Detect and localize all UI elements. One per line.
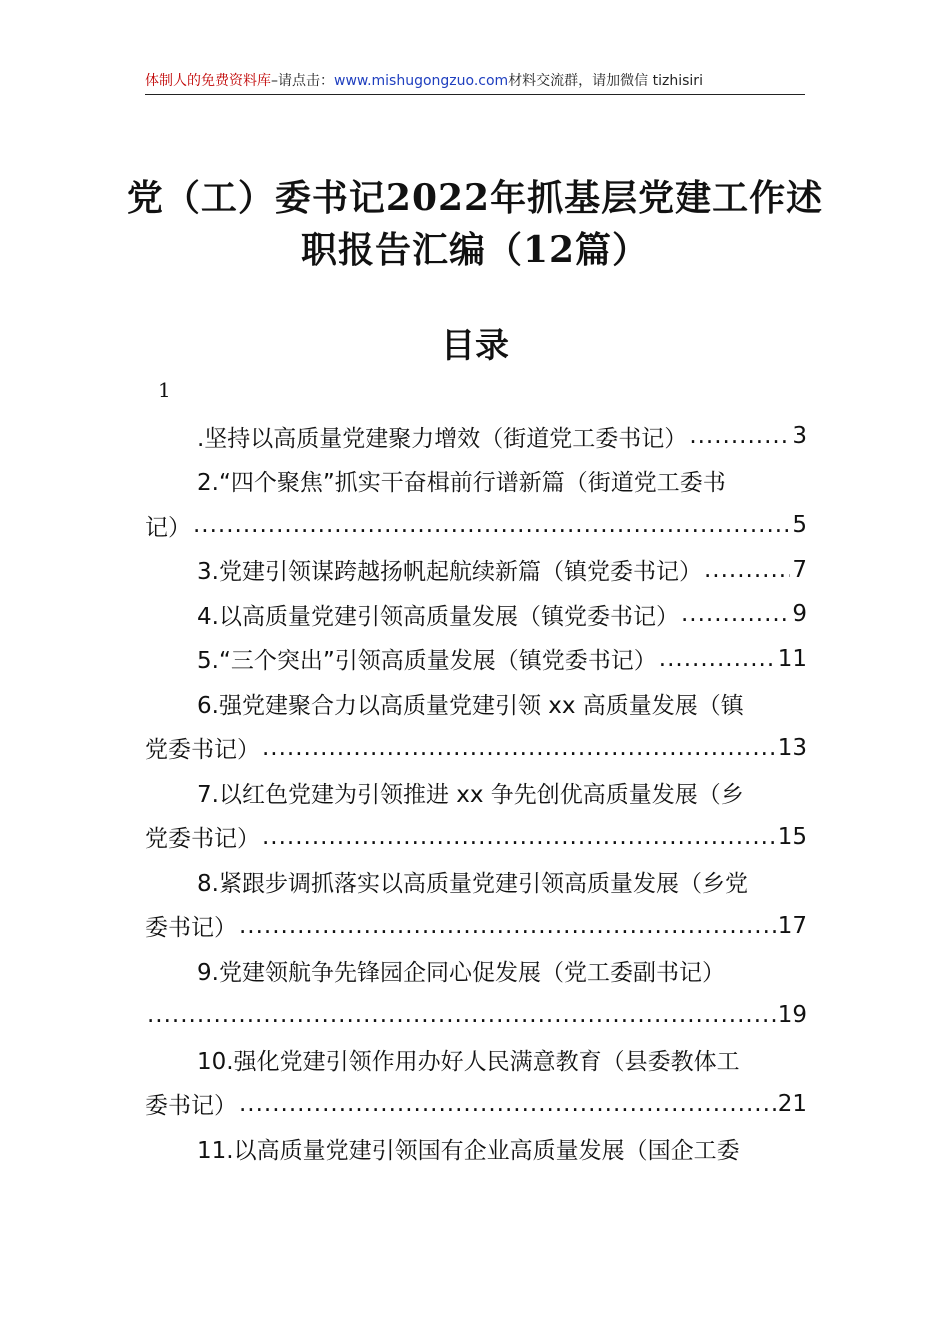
header-wechat-info: 材料交流群，请加微信 tizhisiri [508,73,703,89]
toc-entry-title: 7.以红色党建为引领推进 xx 争先创优高质量发展（乡 [197,781,744,808]
toc-entry-title: 11.以高质量党建引领国有企业高质量发展（国企工委 [197,1137,740,1164]
toc-entry-title: 3.党建引领谋跨越扬帆起航续新篇（镇党委书记） [197,559,702,586]
toc-leader-dots [704,557,790,583]
document-title-line-1: 党（工）委书记2022年抓基层党建工作述 [126,177,824,219]
toc-leader-dots [239,1091,776,1117]
header-library-name: 体制人的免费资料库 [145,73,271,89]
toc-entry[interactable] [145,592,807,637]
toc-entry[interactable] [145,548,807,593]
toc-entry-title: 10.强化党建引领作用办好人民满意教育（县委教体工 [197,1048,740,1075]
toc-entry[interactable] [145,1126,807,1171]
toc-entry-title-cont: 党委书记） [145,737,260,764]
toc-entry[interactable] [145,681,807,726]
toc-entry-continuation[interactable] [145,815,807,860]
toc-entry-continuation[interactable] [145,993,807,1038]
toc-first-number: 1 [158,378,171,402]
toc-leader-dots [262,824,776,850]
toc-page-number: 15 [777,823,807,850]
toc-page-number: 19 [777,1001,807,1028]
toc-entry-continuation[interactable] [145,1082,807,1127]
toc-leader-dots [239,913,776,939]
toc-entry-continuation[interactable] [145,503,807,548]
toc-page-number: 13 [777,734,807,761]
document-title-line-2: 职报告汇编（12篇） [300,229,650,271]
toc-entry[interactable] [145,770,807,815]
toc-entry-title: 8.紧跟步调抓落实以高质量党建引领高质量发展（乡党 [197,870,748,897]
toc-leader-dots [193,512,790,538]
header-link[interactable]: www.mishugongzuo.com [334,73,509,89]
toc-page-number: 11 [777,645,807,672]
page-header [145,68,805,95]
toc-page-number: 5 [792,512,807,539]
toc-leader-dots [262,735,776,761]
toc-page-number: 7 [792,556,807,583]
toc-entry-title: .坚持以高质量党建聚力增效（街道党工委书记） [197,425,688,452]
toc-leader-dots [147,1002,776,1028]
table-of-contents [145,414,807,1171]
toc-entry-title: 2.“四个聚焦”抓实干奋楫前行谱新篇（街道党工委书 [197,470,726,497]
toc-entry-title: 4.以高质量党建引领高质量发展（镇党委书记） [197,603,679,630]
toc-entry-title-cont: 党委书记） [145,826,260,853]
header-click-prompt: –请点击： [271,73,334,89]
toc-entry[interactable] [145,414,807,459]
toc-page-number: 21 [777,1090,807,1117]
toc-entry-title: 9.党建领航争先锋园企同心促发展（党工委副书记） [197,959,725,986]
toc-page-number: 9 [792,601,807,628]
toc-entry-continuation[interactable] [145,726,807,771]
toc-leader-dots [681,601,790,627]
toc-entry[interactable] [145,1037,807,1082]
toc-entry[interactable] [145,459,807,504]
toc-page-number: 3 [792,423,807,450]
toc-page-number: 17 [777,912,807,939]
toc-entry-title-cont: 委书记） [145,915,237,942]
toc-leader-dots [689,423,790,449]
toc-entry-title: 5.“三个突出”引领高质量发展（镇党委书记） [197,648,657,675]
toc-entry-title-cont: 委书记） [145,1093,237,1120]
toc-entry[interactable] [145,859,807,904]
toc-entry-continuation[interactable] [145,904,807,949]
toc-entry[interactable] [145,637,807,682]
toc-leader-dots [659,646,776,672]
toc-entry-title: 6.强党建聚合力以高质量党建引领 xx 高质量发展（镇 [197,692,744,719]
toc-entry-title-cont: 记） [145,514,191,541]
toc-entry[interactable] [145,948,807,993]
toc-heading: 目录 [441,326,509,366]
